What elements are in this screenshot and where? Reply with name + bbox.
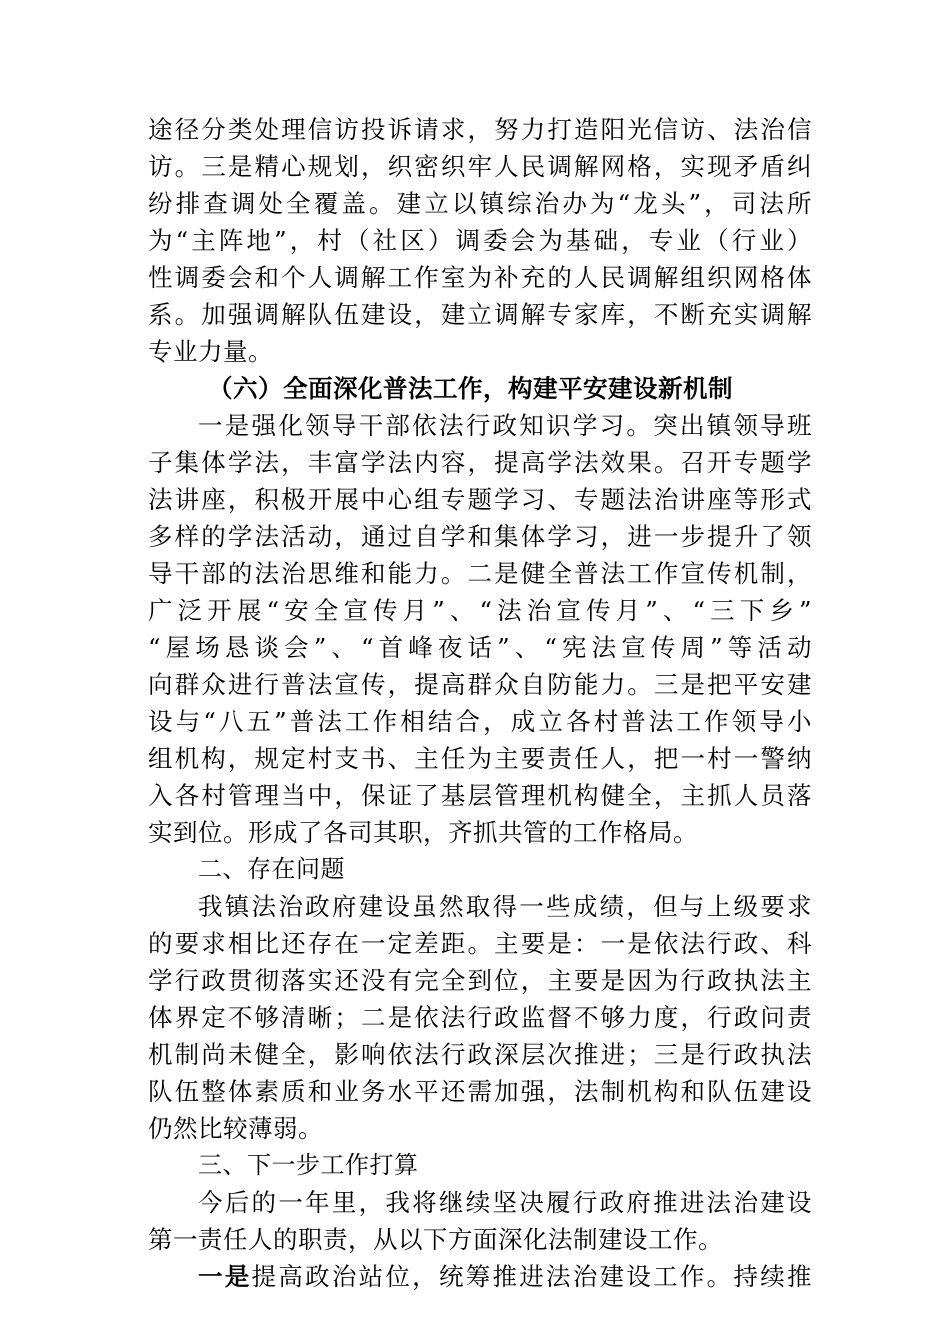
text-line-3: 纷排查调处全覆盖。建立以镇综治办为“龙头”，司法所	[148, 189, 812, 218]
text-line-2: 访。三是精心规划，织密织牢人民调解网格，实现矛盾纠	[148, 152, 812, 181]
text-line-1: 途径分类处理信访投诉请求，努力打造阳光信访、法治信	[148, 115, 812, 144]
text-line-28: 仍然比较薄弱。	[148, 1114, 323, 1143]
text-line-13: 导干部的法治思维和能力。二是健全普法工作宣传机制，	[148, 559, 812, 588]
text-line-20: 实到位。形成了各司其职，齐抓共管的工作格局。	[148, 818, 698, 847]
text-line-24: 学行政贯彻落实还没有完全到位，主要是因为行政执法主	[148, 966, 812, 995]
text-line-14: 广泛开展“安全宣传月”、“法治宣传月”、“三下乡”	[148, 596, 812, 625]
text-line-15: “屋场恳谈会”、“首峰夜话”、“宪法宣传周”等活动	[148, 633, 812, 662]
text-line-11: 法讲座，积极开展中心组专题学习、专题法治讲座等形式	[148, 485, 812, 514]
text-line-4: 为“主阵地”，村（社区）调委会为基础，专业（行业）	[148, 226, 812, 255]
text-line-32-body: 提高政治站位，统筹推进法治建设工作。持续推	[251, 1262, 812, 1291]
text-line-22: 我镇法治政府建设虽然取得一些成绩，但与上级要求	[198, 892, 812, 921]
text-line-16: 向群众进行普法宣传，提高群众自防能力。三是把平安建	[148, 670, 812, 699]
section-heading-next-steps: 三、下一步工作打算	[198, 1151, 419, 1179]
text-line-27: 队伍整体素质和业务水平还需加强，法制机构和队伍建设	[148, 1077, 812, 1106]
text-line-10: 子集体学法，丰富学法内容，提高学法效果。召开专题学	[148, 448, 812, 477]
text-line-17: 设与“八五”普法工作相结合，成立各村普法工作领导小	[148, 707, 812, 736]
text-line-18: 组机构，规定村支书、主任为主要责任人，把一村一警纳	[148, 744, 812, 773]
text-line-32	[148, 1258, 812, 1295]
text-line-31: 第一责任人的职责，从以下方面深化法制建设工作。	[148, 1225, 723, 1254]
text-line-5: 性调委会和个人调解工作室为补充的人民调解组织网格体	[148, 263, 812, 292]
text-line-26: 机制尚未健全，影响依法行政深层次推进；三是行政执法	[148, 1040, 812, 1069]
text-line-6: 系。加强调解队伍建设，建立调解专家库，不断充实调解	[148, 300, 812, 329]
text-line-7: 专业力量。	[148, 337, 273, 366]
text-line-19: 入各村管理当中，保证了基层管理机构健全，主抓人员落	[148, 781, 812, 810]
section-heading-problems: 二、存在问题	[198, 855, 345, 883]
text-line-9: 一是强化领导干部依法行政知识学习。突出镇领导班	[198, 411, 812, 440]
section-heading-6: （六）全面深化普法工作，构建平安建设新机制	[208, 374, 733, 403]
item-marker-one: 一是	[198, 1262, 252, 1291]
text-line-25: 体界定不够清晰；二是依法行政监督不够力度，行政问责	[148, 1003, 812, 1032]
text-line-23: 的要求相比还存在一定差距。主要是：一是依法行政、科	[148, 929, 812, 958]
text-line-12: 多样的学法活动，通过自学和集体学习，进一步提升了领	[148, 522, 812, 551]
text-line-30: 今后的一年里，我将继续坚决履行政府推进法治建设	[198, 1188, 812, 1217]
